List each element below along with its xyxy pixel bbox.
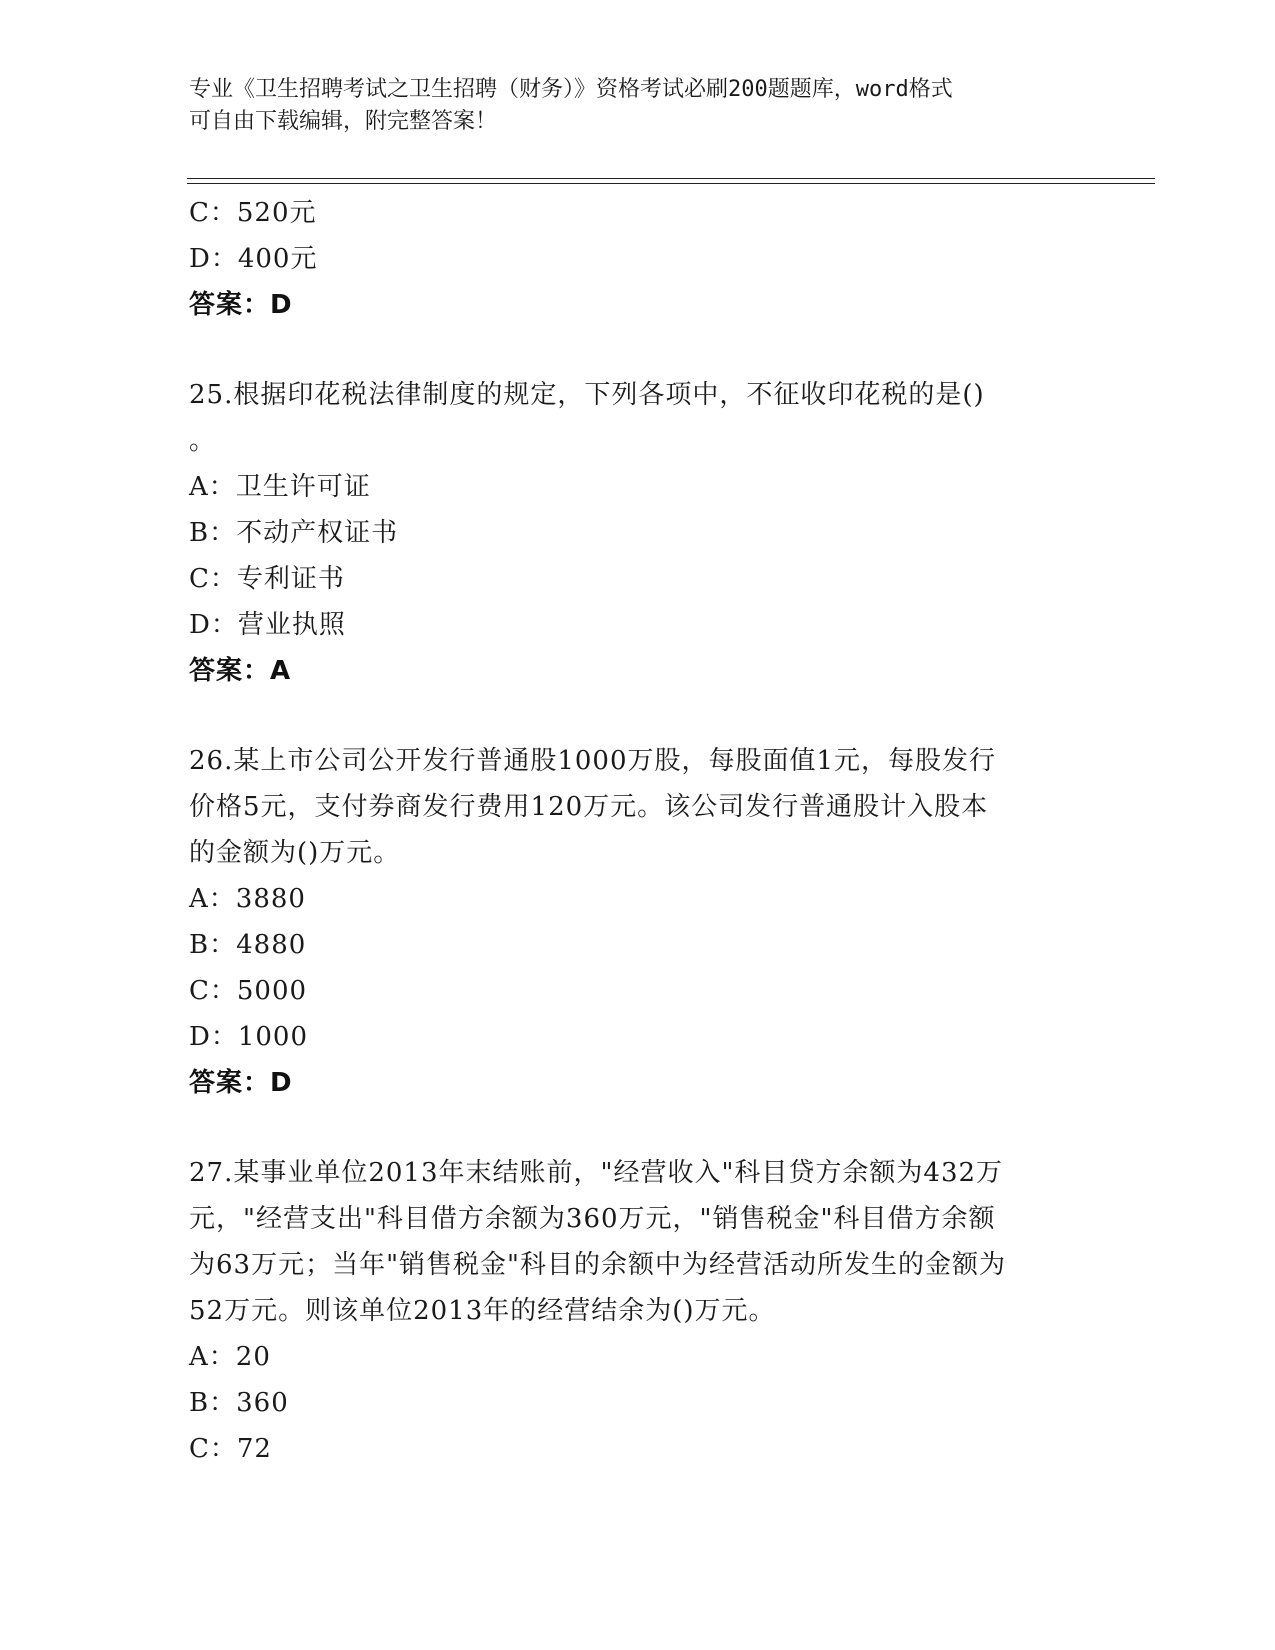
question-text: [189, 738, 1089, 876]
question-text: [189, 372, 1089, 464]
option-c: C：520元: [189, 198, 317, 228]
question-content: [189, 190, 1089, 1472]
header-line-2: 可自由下载编辑，附完整答案！: [189, 109, 498, 134]
question-text-line: 为63万元；当年"销售税金"科目的余额中为经营活动所发生的金额为: [189, 1250, 1007, 1280]
document-header: [189, 74, 1069, 138]
answer: 答案：D: [189, 290, 293, 320]
question-text: [189, 1150, 1089, 1334]
question-text-line: 的金额为()万元。: [189, 838, 401, 868]
question-text-line: 27.某事业单位2013年末结账前，"经营收入"科目贷方余额为432万: [189, 1158, 1004, 1188]
question-25: [189, 372, 1089, 694]
answer: 答案：D: [189, 1068, 293, 1098]
spacer: [189, 694, 1089, 738]
answer: 答案：A: [189, 656, 292, 686]
option-c: C：72: [189, 1434, 272, 1464]
header-divider-bottom: [187, 183, 1155, 184]
question-text-line: 价格5元，支付券商发行费用120万元。该公司发行普通股计入股本: [189, 792, 989, 822]
spacer: [189, 328, 1089, 372]
option-b: B：360: [189, 1388, 289, 1418]
option-a: A：3880: [189, 884, 306, 914]
option-c: C：专利证书: [189, 564, 345, 594]
previous-question-tail: [189, 190, 1089, 328]
header-divider-top: [187, 178, 1155, 179]
question-text-line: 。: [189, 426, 217, 456]
option-d: D：营业执照: [189, 610, 346, 640]
header-line-1: 专业《卫生招聘考试之卫生招聘（财务）》资格考试必刷200题题库，word格式: [189, 77, 953, 102]
question-text-line: 26.某上市公司公开发行普通股1000万股，每股面值1元，每股发行: [189, 746, 997, 776]
option-a: A：卫生许可证: [189, 472, 371, 502]
option-d: D：400元: [189, 244, 318, 274]
question-text-line: 元，"经营支出"科目借方余额为360万元，"销售税金"科目借方余额: [189, 1204, 996, 1234]
spacer: [189, 1106, 1089, 1150]
question-26: [189, 738, 1089, 1106]
option-a: A：20: [189, 1342, 271, 1372]
question-text-line: 52万元。则该单位2013年的经营结余为()万元。: [189, 1296, 776, 1326]
option-b: B：4880: [189, 930, 307, 960]
option-c: C：5000: [189, 976, 308, 1006]
option-b: B：不动产权证书: [189, 518, 399, 548]
question-text-line: 25.根据印花税法律制度的规定，下列各项中，不征收印花税的是(): [189, 380, 985, 410]
question-27: [189, 1150, 1089, 1472]
option-d: D：1000: [189, 1022, 309, 1052]
